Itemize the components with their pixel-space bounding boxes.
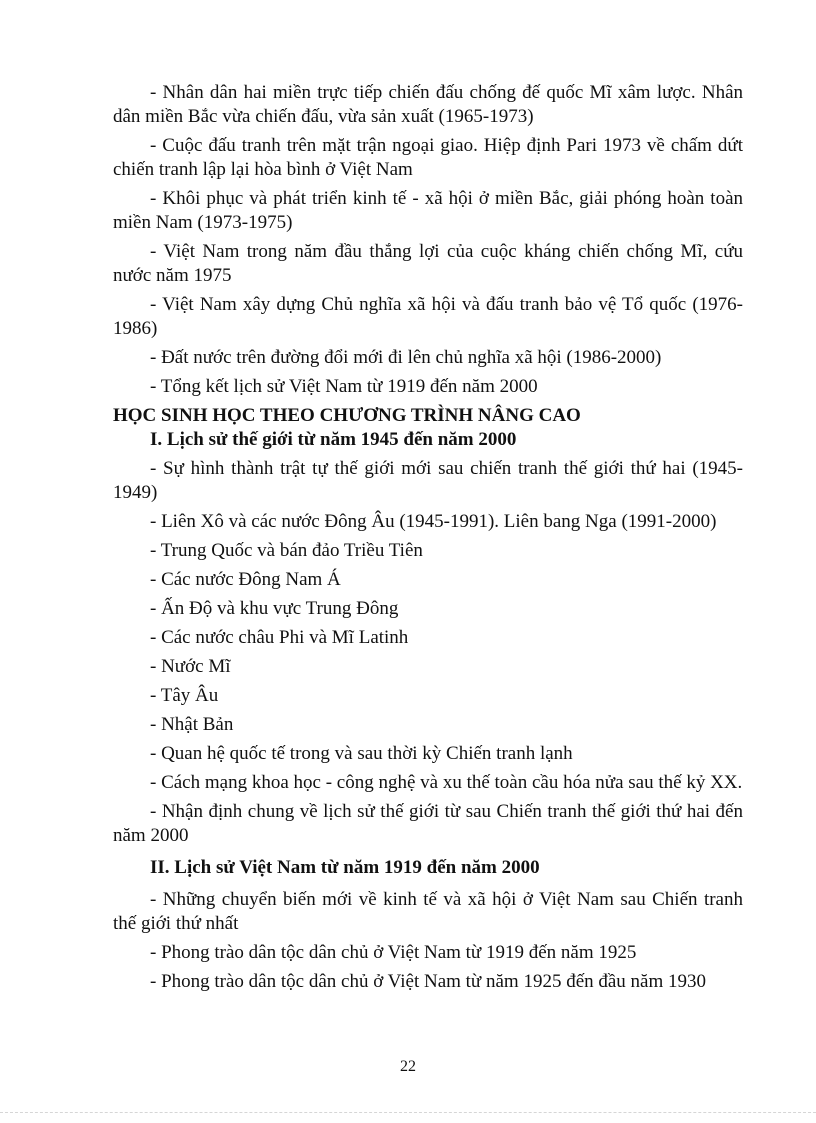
document-page	[113, 81, 743, 999]
list-item: - Sự hình thành trật tự thế giới mới sau chiến tranh thế giới thứ hai (1945-1949)	[113, 458, 743, 503]
page-number: 22	[400, 1058, 416, 1075]
list-item: - Quan hệ quốc tế trong và sau thời kỳ Chiến tranh lạnh	[150, 743, 573, 764]
list-item: - Các nước Đông Nam Á	[150, 569, 341, 590]
list-item: - Những chuyển biến mới về kinh tế và xã hội ở Việt Nam sau Chiến tranh thế giới thứ nhất	[113, 889, 743, 934]
section-2-heading: II. Lịch sử Việt Nam từ năm 1919 đến năm 2000	[150, 857, 540, 878]
list-item: - Phong trào dân tộc dân chủ ở Việt Nam từ 1919 đến năm 1925	[150, 942, 637, 963]
page-bottom-divider	[0, 1112, 816, 1113]
list-item: - Nhân dân hai miền trực tiếp chiến đấu chống đế quốc Mĩ xâm lược. Nhân dân miền Bắc vừa chiến đấu, vừa sản xuất (1965-1973)	[113, 82, 743, 127]
list-item: - Trung Quốc và bán đảo Triều Tiên	[150, 540, 423, 561]
list-item: - Đất nước trên đường đổi mới đi lên chủ nghĩa xã hội (1986-2000)	[150, 347, 662, 368]
section-1-list	[113, 457, 743, 848]
list-item: - Cuộc đấu tranh trên mặt trận ngoại giao. Hiệp định Pari 1973 về chấm dứt chiến tranh lập lại hòa bình ở Việt Nam	[113, 135, 743, 180]
list-item: - Nhận định chung về lịch sử thế giới từ sau Chiến tranh thế giới thứ hai đến năm 2000	[113, 801, 743, 846]
list-item: - Khôi phục và phát triển kinh tế - xã hội ở miền Bắc, giải phóng hoàn toàn miền Nam (1973-1975)	[113, 188, 743, 233]
section-2-list	[113, 888, 743, 994]
list-item: - Việt Nam trong năm đầu thắng lợi của cuộc kháng chiến chống Mĩ, cứu nước năm 1975	[113, 241, 743, 286]
list-item: - Nước Mĩ	[150, 656, 231, 677]
list-item: - Liên Xô và các nước Đông Âu (1945-1991). Liên bang Nga (1991-2000)	[150, 511, 717, 532]
list-item: - Cách mạng khoa học - công nghệ và xu thế toàn cầu hóa nửa sau thế kỷ XX.	[150, 772, 743, 793]
list-item: - Tây Âu	[150, 685, 219, 706]
list-item: - Ấn Độ và khu vực Trung Đông	[150, 598, 399, 619]
list-item: - Tổng kết lịch sử Việt Nam từ 1919 đến năm 2000	[150, 376, 538, 397]
list-item: - Các nước châu Phi và Mĩ Latinh	[150, 627, 409, 648]
list-item: - Phong trào dân tộc dân chủ ở Việt Nam từ năm 1925 đến đầu năm 1930	[150, 971, 707, 992]
section-1-heading: I. Lịch sử thế giới từ năm 1945 đến năm 2000	[150, 429, 517, 450]
list-item: - Việt Nam xây dựng Chủ nghĩa xã hội và đấu tranh bảo vệ Tổ quốc (1976-1986)	[113, 294, 743, 339]
main-heading: HỌC SINH HỌC THEO CHƯƠNG TRÌNH NÂNG CAO	[113, 405, 581, 426]
part1-list	[113, 81, 743, 399]
list-item: - Nhật Bản	[150, 714, 234, 735]
